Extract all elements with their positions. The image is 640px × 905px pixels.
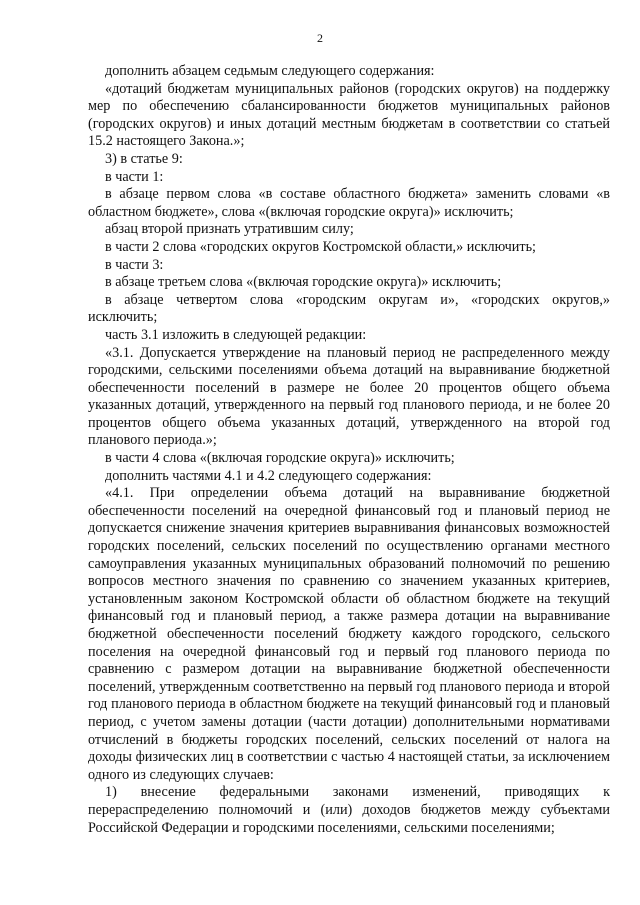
paragraph: «3.1. Допускается утверждение на плановый период не распределенного между городскими, сельскими поселениями объема дотаций на выравнивание бюджетной обеспеченности поселений в размере не более 20 процентов общего объема указанных дотаций, утвержденного на первый год планового периода, и не более 20 процентов общего объема указанных дотаций, утвержденного на второй год планового периода.»; — [88, 344, 610, 449]
document-body — [88, 63, 610, 837]
paragraph: в части 3: — [105, 256, 164, 273]
paragraph: в части 2 слова «городских округов Костромской области,» исключить; — [105, 238, 536, 255]
paragraph: часть 3.1 изложить в следующей редакции: — [105, 326, 367, 343]
paragraph: дополнить частями 4.1 и 4.2 следующего содержания: — [105, 467, 432, 484]
paragraph: в абзаце третьем слова «(включая городские округа)» исключить; — [105, 274, 502, 291]
paragraph: в абзаце четвертом слова «городским округам и», «городских округов,» исключить; — [88, 291, 610, 326]
paragraph: 1) внесение федеральными законами изменений, приводящих к перераспределению полномочий и (или) доходов бюджетов между субъектами Российской Федерации и городскими поселениями, сельскими поселениями; — [88, 784, 610, 836]
page-number: 2 — [317, 31, 323, 45]
paragraph: в абзаце первом слова «в составе областного бюджета» заменить словами «в областном бюджете», слова «(включая городские округа)» исключить; — [88, 186, 610, 220]
paragraph: дополнить абзацем седьмым следующего содержания: — [105, 63, 435, 79]
paragraph: «4.1. При определении объема дотаций на выравнивание бюджетной обеспеченности поселений на очередной финансовый год и плановый период не допускается снижение значения критериев выравнивания финансовых возможностей городских поселений, сельских поселений по осуществлению органами местного самоуправления указанных муниципальных образований полномочий по решению вопросов местного значения по сравнению со значением указанных критериев, установленным законом Костромской области об областном бюджете на текущий финансовый год и плановый период, а также размера дотации на выравнивание бюджетной обеспеченности поселений бюджету каждого городского, сельского поселения на очередной финансовый год и первый год планового периода по сравнению с размером дотации на выравнивание бюджетной обеспеченности поселений, утвержденным соответственно на первый год планового периода и второй год планового периода в областном бюджете на текущий финансовый год и плановый период, с учетом замены дотации (части дотации) дополнительными нормативами отчислений в бюджеты городских поселений, сельских поселений от налога на доходы физических лиц в соответствии с частью 4 настоящей статьи, за исключением одного из следующих случаев: — [88, 485, 610, 783]
paragraph: в части 4 слова «(включая городские округа)» исключить; — [105, 450, 455, 467]
paragraph: «дотаций бюджетам муниципальных районов (городских округов) на поддержку мер по обеспечению сбалансированности бюджетов муниципальных районов (городских округов) и иных дотаций местным бюджетам в соответствии со статьей 15.2 настоящего Закона.»; — [88, 80, 610, 150]
paragraph: 3) в статье 9: — [105, 150, 183, 167]
paragraph: абзац второй признать утратившим силу; — [105, 221, 354, 238]
paragraph: в части 1: — [105, 168, 164, 185]
